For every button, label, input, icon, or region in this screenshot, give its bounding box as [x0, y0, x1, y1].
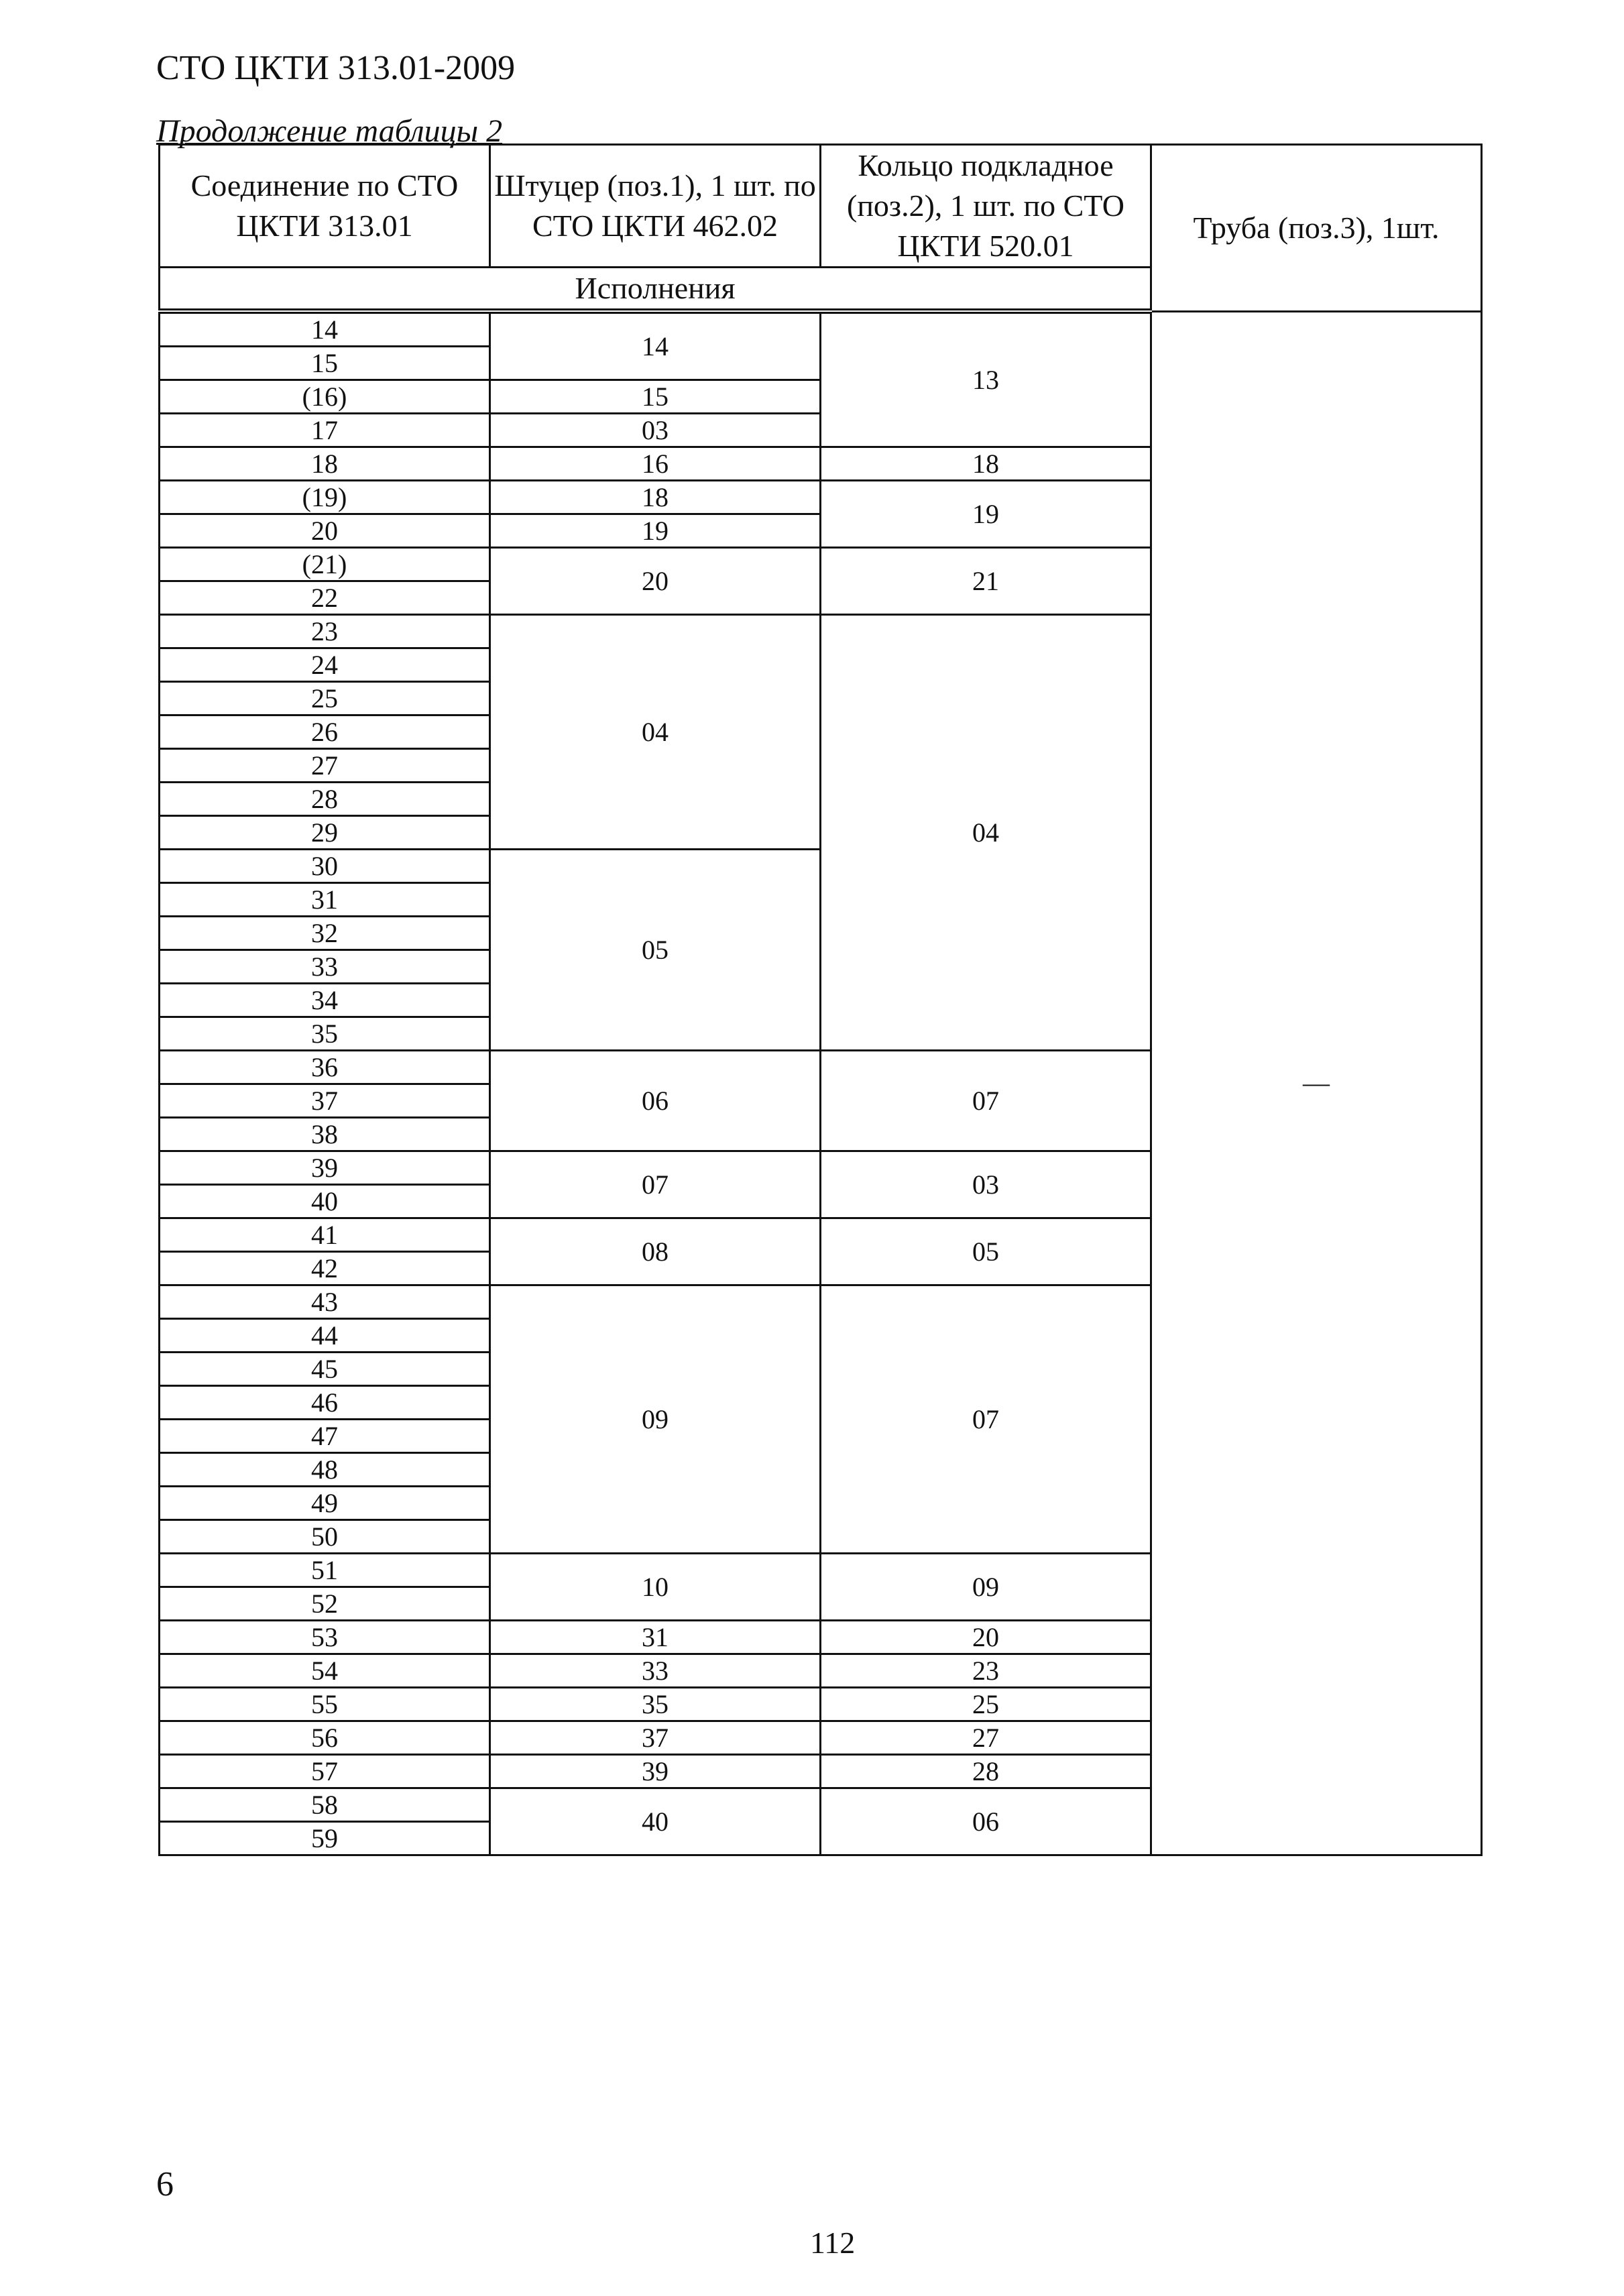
fitting-cell: 33	[490, 1654, 821, 1688]
document-code-header: СТО ЦКТИ 313.01-2009	[156, 49, 516, 87]
connection-cell: 14	[160, 311, 490, 347]
backing-ring-cell: 09	[821, 1554, 1151, 1621]
connection-cell: 25	[160, 682, 490, 715]
connection-cell: 47	[160, 1420, 490, 1453]
backing-ring-cell: 06	[821, 1788, 1151, 1855]
connection-cell: 55	[160, 1688, 490, 1721]
fitting-cell: 05	[490, 850, 821, 1051]
connection-cell: 36	[160, 1051, 490, 1084]
connection-cell: 22	[160, 581, 490, 615]
pipe-cell: —	[1151, 311, 1482, 1855]
table-row	[160, 311, 1482, 347]
connection-cell: 29	[160, 816, 490, 850]
connection-cell: 49	[160, 1487, 490, 1520]
backing-ring-cell: 07	[821, 1285, 1151, 1554]
fitting-cell: 06	[490, 1051, 821, 1151]
fitting-cell: 14	[490, 311, 821, 380]
connection-cell: 27	[160, 749, 490, 783]
connection-cell: 28	[160, 783, 490, 816]
connection-cell: 20	[160, 514, 490, 548]
connection-cell: 34	[160, 984, 490, 1017]
fitting-cell: 07	[490, 1151, 821, 1218]
fitting-cell: 40	[490, 1788, 821, 1855]
connection-cell: 50	[160, 1520, 490, 1554]
connection-cell: 39	[160, 1151, 490, 1185]
fitting-cell: 15	[490, 380, 821, 414]
connection-cell: 52	[160, 1587, 490, 1621]
backing-ring-cell: 04	[821, 615, 1151, 1051]
backing-ring-cell: 27	[821, 1721, 1151, 1755]
connection-cell: 18	[160, 447, 490, 481]
connection-cell: 32	[160, 917, 490, 950]
fitting-cell: 19	[490, 514, 821, 548]
connection-cell: 26	[160, 715, 490, 749]
connection-cell: 53	[160, 1621, 490, 1654]
connection-cell: (21)	[160, 548, 490, 581]
specification-table	[158, 144, 1483, 1856]
backing-ring-cell: 21	[821, 548, 1151, 615]
connection-cell: 42	[160, 1252, 490, 1285]
fitting-cell: 10	[490, 1554, 821, 1621]
connection-cell: 54	[160, 1654, 490, 1688]
sheet-number: 112	[810, 2226, 856, 2260]
connection-cell: 48	[160, 1453, 490, 1487]
backing-ring-cell: 13	[821, 311, 1151, 447]
column-header-pipe: Труба (поз.3), 1шт.	[1151, 145, 1482, 312]
connection-cell: 56	[160, 1721, 490, 1755]
backing-ring-cell: 07	[821, 1051, 1151, 1151]
connection-cell: 57	[160, 1755, 490, 1788]
connection-cell: 30	[160, 850, 490, 883]
connection-cell: 43	[160, 1285, 490, 1319]
connection-cell: 33	[160, 950, 490, 984]
connection-cell: 41	[160, 1218, 490, 1252]
fitting-cell: 18	[490, 481, 821, 514]
page-number: 6	[156, 2165, 174, 2203]
connection-cell: 38	[160, 1118, 490, 1151]
connection-cell: 17	[160, 414, 490, 447]
fitting-cell: 03	[490, 414, 821, 447]
backing-ring-cell: 05	[821, 1218, 1151, 1285]
connection-cell: 31	[160, 883, 490, 917]
connection-cell: 44	[160, 1319, 490, 1353]
connection-cell: 23	[160, 615, 490, 648]
connection-cell: 58	[160, 1788, 490, 1822]
connection-cell: (19)	[160, 481, 490, 514]
connection-cell: 15	[160, 347, 490, 380]
connection-cell: 45	[160, 1353, 490, 1386]
fitting-cell: 35	[490, 1688, 821, 1721]
connection-cell: 40	[160, 1185, 490, 1218]
column-header-connection: Соединение по СТО ЦКТИ 313.01	[160, 145, 490, 268]
connection-cell: 46	[160, 1386, 490, 1420]
fitting-cell: 08	[490, 1218, 821, 1285]
fitting-cell: 16	[490, 447, 821, 481]
connection-cell: 59	[160, 1822, 490, 1855]
variants-header: Исполнения	[160, 268, 1151, 312]
connection-cell: 51	[160, 1554, 490, 1587]
fitting-cell: 37	[490, 1721, 821, 1755]
fitting-cell: 39	[490, 1755, 821, 1788]
connection-cell: 24	[160, 648, 490, 682]
backing-ring-cell: 20	[821, 1621, 1151, 1654]
backing-ring-cell: 28	[821, 1755, 1151, 1788]
column-header-backing-ring: Кольцо подкладное (поз.2), 1 шт. по СТО ЦКТИ 520.01	[821, 145, 1151, 268]
connection-cell: (16)	[160, 380, 490, 414]
connection-cell: 37	[160, 1084, 490, 1118]
backing-ring-cell: 19	[821, 481, 1151, 548]
backing-ring-cell: 18	[821, 447, 1151, 481]
fitting-cell: 20	[490, 548, 821, 615]
fitting-cell: 09	[490, 1285, 821, 1554]
backing-ring-cell: 03	[821, 1151, 1151, 1218]
column-header-fitting: Штуцер (поз.1), 1 шт. по СТО ЦКТИ 462.02	[490, 145, 821, 268]
fitting-cell: 04	[490, 615, 821, 850]
fitting-cell: 31	[490, 1621, 821, 1654]
backing-ring-cell: 23	[821, 1654, 1151, 1688]
table-caption: Продолжение таблицы 2	[156, 113, 503, 149]
connection-cell: 35	[160, 1017, 490, 1051]
backing-ring-cell: 25	[821, 1688, 1151, 1721]
